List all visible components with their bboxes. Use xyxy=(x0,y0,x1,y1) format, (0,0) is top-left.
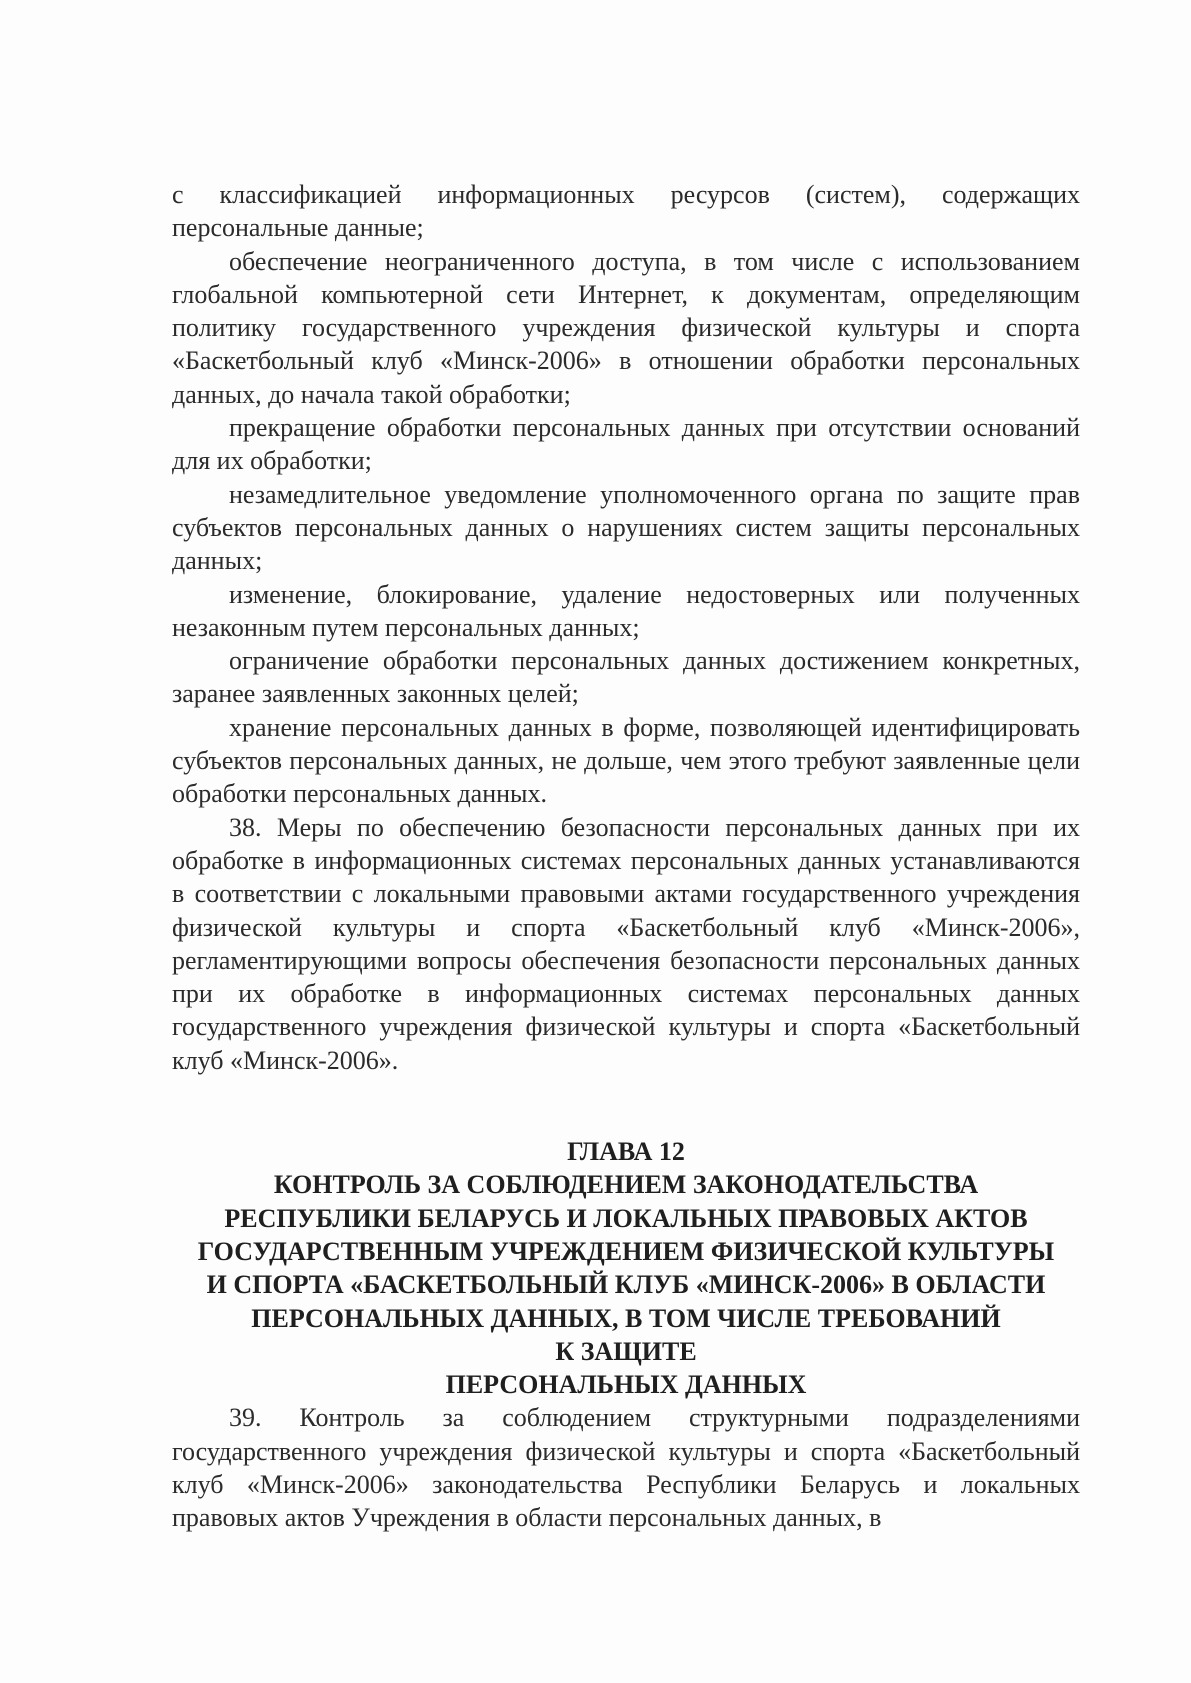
paragraph-unrestricted-access: обеспечение неограниченного доступа, в том числе с использованием глобальной компьютерной сети Интернет, к документам, определяющим политику государственного учреждения физической культуры и спорта «Баскетбольный клуб «Минск-2006» в отношении обработки персональных данных, до начала такой обработки; xyxy=(172,246,1080,409)
chapter-heading xyxy=(172,1135,1080,1401)
paragraph-item-38: 38. Меры по обеспечению безопасности персональных данных при их обработке в информационных системах персональных данных устанавливаются в соответствии с локальными правовыми актами государственного учреждения физической культуры и спорта «Баскетбольный клуб «Минск-2006», регламентирующими вопросы обеспечения безопасности персональных данных при их обработке в информационных системах персональных данных государственного учреждения физической культуры и спорта «Баскетбольный клуб «Минск-2006». xyxy=(172,812,1080,1075)
chapter-title-line: РЕСПУБЛИКИ БЕЛАРУСЬ И ЛОКАЛЬНЫХ ПРАВОВЫХ АКТОВ xyxy=(224,1203,1028,1233)
chapter-title-line: КОНТРОЛЬ ЗА СОБЛЮДЕНИЕМ ЗАКОНОДАТЕЛЬСТВА xyxy=(273,1170,979,1200)
paragraph-item-39: 39. Контроль за соблюдением структурными подразделениями государственного учреждения физической культуры и спорта «Баскетбольный клуб «Минск-2006» законодательства Республики Беларусь и локальных правовых актов Учреждения в области персональных данных, в xyxy=(172,1403,1080,1533)
paragraph-classification: с классификацией информационных ресурсов (систем), содержащих персональные данные; xyxy=(172,180,1080,243)
chapter-title-line: ГОСУДАРСТВЕННЫМ УЧРЕЖДЕНИЕМ ФИЗИЧЕСКОЙ КУЛЬТУРЫ xyxy=(197,1236,1055,1266)
chapter-title-line: И СПОРТА «БАСКЕТБОЛЬНЫЙ КЛУБ «МИНСК-2006» В ОБЛАСТИ xyxy=(206,1270,1046,1300)
chapter-title-line: ПЕРСОНАЛЬНЫХ ДАННЫХ, В ТОМ ЧИСЛЕ ТРЕБОВАНИЙ xyxy=(251,1303,1001,1333)
paragraph-immediate-notification: незамедлительное уведомление уполномоченного органа по защите прав субъектов персональных данных о нарушениях систем защиты персональных данных; xyxy=(172,479,1080,576)
paragraph-storage: хранение персональных данных в форме, позволяющей идентифицировать субъектов персональных данных, не дольше, чем этого требуют заявленные цели обработки персональных данных. xyxy=(172,712,1080,809)
paragraph-processing-limitation: ограничение обработки персональных данных достижением конкретных, заранее заявленных законных целей; xyxy=(172,646,1080,709)
chapter-number: ГЛАВА 12 xyxy=(567,1137,685,1167)
chapter-title-line: ПЕРСОНАЛЬНЫХ ДАННЫХ xyxy=(445,1370,807,1400)
document-body xyxy=(172,178,1080,1535)
paragraph-modification-blocking: изменение, блокирование, удаление недостоверных или полученных незаконным путем персональных данных; xyxy=(172,579,1080,642)
chapter-title-line: К ЗАЩИТЕ xyxy=(555,1336,697,1366)
paragraph-termination-of-processing: прекращение обработки персональных данных при отсутствии оснований для их обработки; xyxy=(172,413,1080,476)
